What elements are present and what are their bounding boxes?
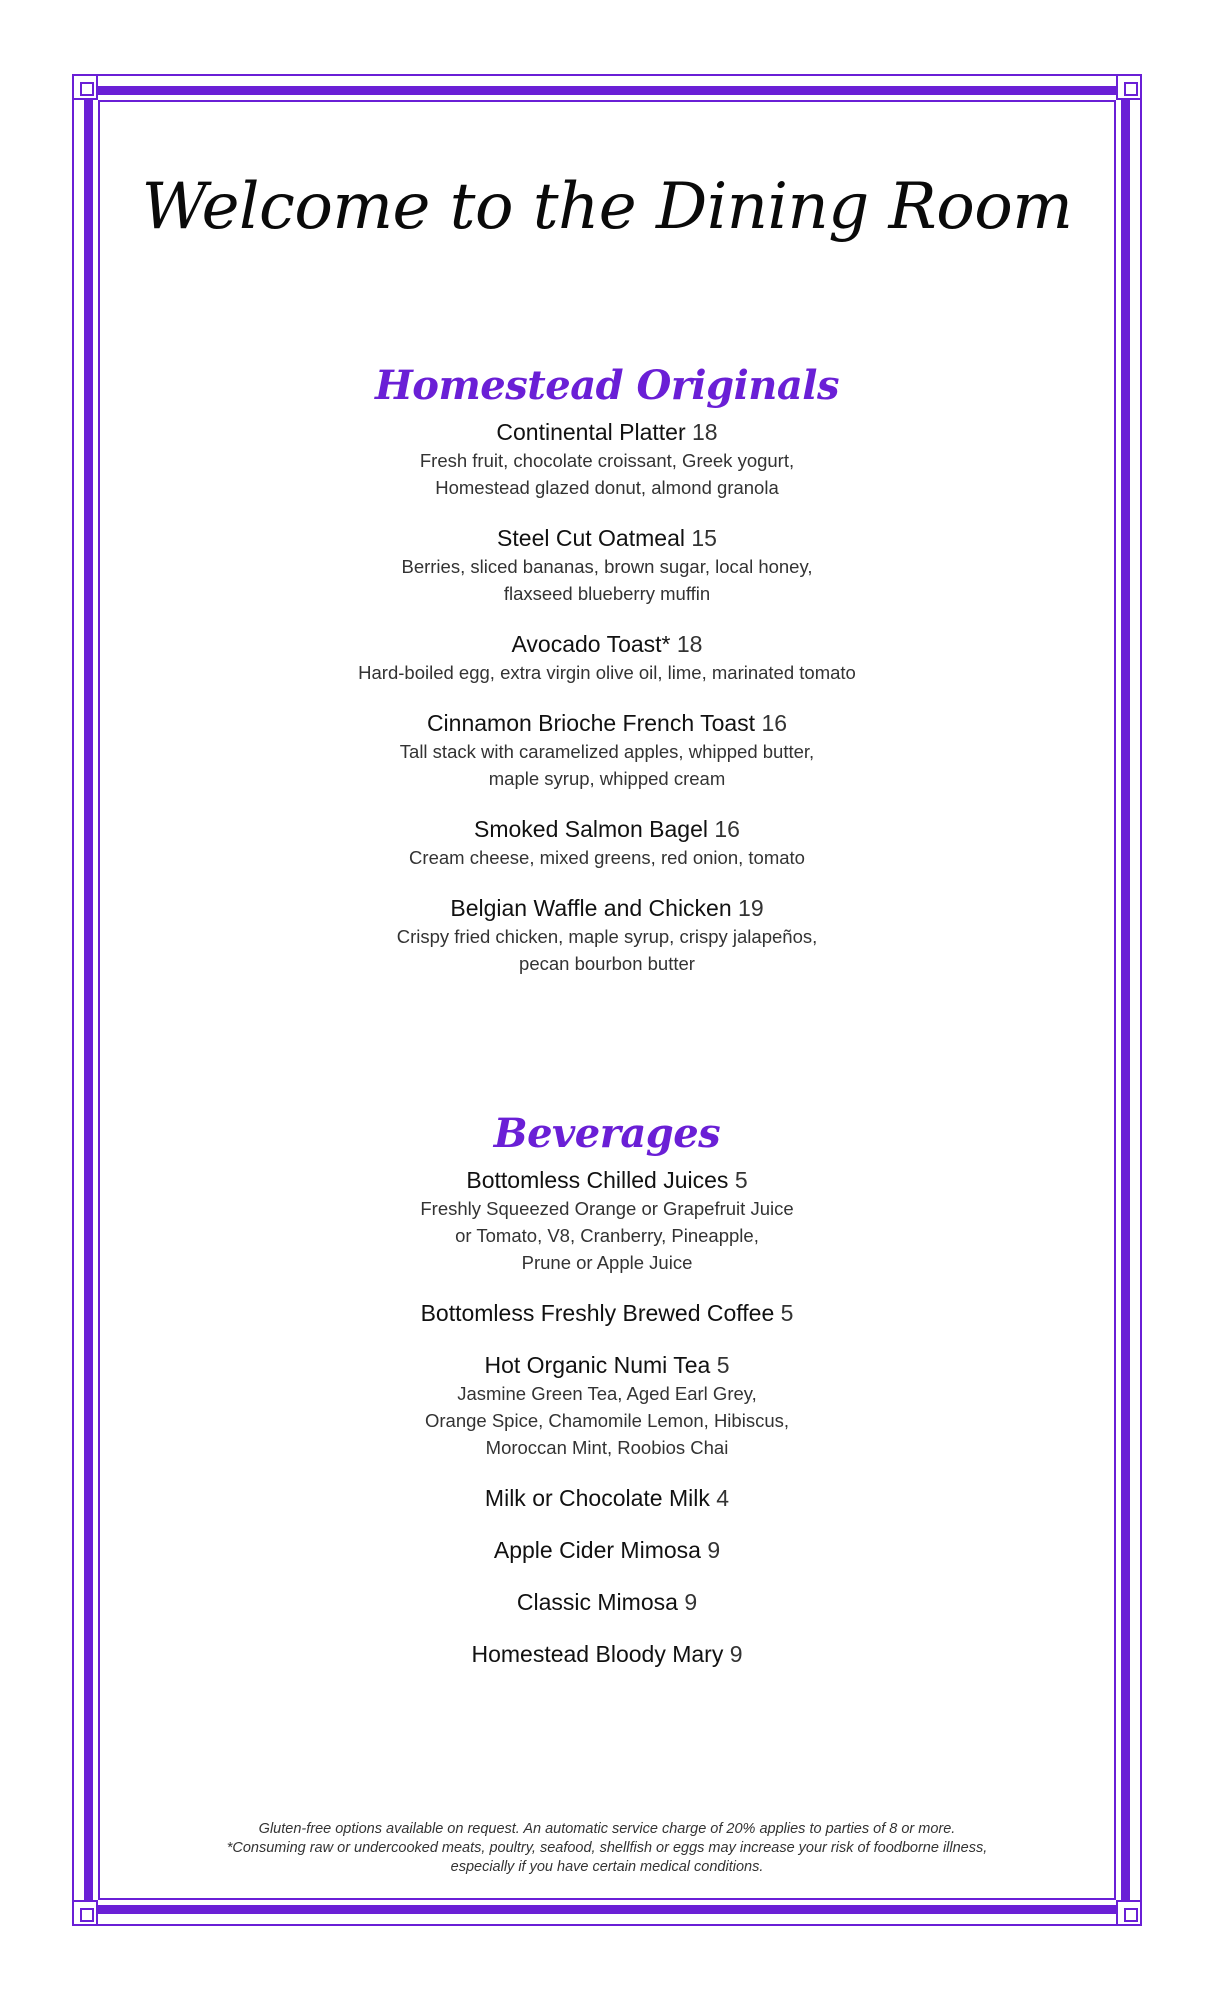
item-name: Bottomless Chilled Juices xyxy=(466,1167,729,1193)
item-price: 15 xyxy=(691,525,717,551)
footer-disclaimer: Gluten-free options available on request. An automatic service charge of 20% applies to parties of 8 or more. *Consuming raw or undercooked meats, poultry, seafood, shellfish or eggs may increase your risk of foodborne illness, especially if you have certain medical conditions. xyxy=(226,1821,988,1875)
menu-item xyxy=(120,629,1094,686)
item-price: 19 xyxy=(738,895,764,921)
section-homestead-originals xyxy=(120,362,1094,999)
menu-item xyxy=(120,1587,1094,1617)
item-name: Bottomless Freshly Brewed Coffee xyxy=(420,1300,775,1326)
item-price: 16 xyxy=(714,816,740,842)
page-title: Welcome to the Dining Room xyxy=(141,170,1073,244)
item-name: Apple Cider Mimosa xyxy=(493,1537,701,1563)
menu-item xyxy=(120,1639,1094,1669)
item-price: 16 xyxy=(761,710,788,736)
item-name: Belgian Waffle and Chicken xyxy=(450,895,732,921)
item-description: Crispy fried chicken, maple syrup, crispy jalapeños, pecan bourbon butter xyxy=(396,926,818,974)
item-price: 9 xyxy=(707,1537,721,1563)
item-name: Hot Organic Numi Tea xyxy=(484,1352,711,1378)
section-heading: Homestead Originals xyxy=(375,362,839,409)
menu-item xyxy=(120,523,1094,607)
item-price: 5 xyxy=(780,1300,794,1326)
item-description: Berries, sliced bananas, brown sugar, local honey, flaxseed blueberry muffin xyxy=(401,556,813,604)
menu-item xyxy=(120,893,1094,977)
item-name: Cinnamon Brioche French Toast xyxy=(426,710,756,736)
menu-item xyxy=(120,708,1094,792)
item-name: Continental Platter xyxy=(496,419,686,445)
menu-item xyxy=(120,1298,1094,1328)
corner-ornament-top-left xyxy=(72,74,98,100)
item-price: 9 xyxy=(684,1589,698,1615)
item-price: 5 xyxy=(734,1167,748,1193)
menu-item xyxy=(120,1483,1094,1513)
menu-item xyxy=(120,1350,1094,1461)
item-description: Hard-boiled egg, extra virgin olive oil, lime, marinated tomato xyxy=(358,662,856,683)
item-name: Smoked Salmon Bagel xyxy=(474,816,708,842)
item-price: 9 xyxy=(729,1641,743,1667)
section-heading: Beverages xyxy=(493,1110,721,1157)
item-price: 18 xyxy=(692,419,718,445)
corner-ornament-bottom-left xyxy=(72,1900,98,1926)
item-name: Steel Cut Oatmeal xyxy=(497,525,685,551)
menu-item xyxy=(120,814,1094,871)
item-price: 4 xyxy=(716,1485,730,1511)
item-description: Cream cheese, mixed greens, red onion, tomato xyxy=(409,847,805,868)
menu-item xyxy=(120,1535,1094,1565)
corner-ornament-top-right xyxy=(1116,74,1142,100)
item-description: Jasmine Green Tea, Aged Earl Grey, Orange Spice, Chamomile Lemon, Hibiscus, Moroccan Mint, Roobios Chai xyxy=(425,1383,789,1458)
corner-ornament-bottom-right xyxy=(1116,1900,1142,1926)
item-price: 18 xyxy=(676,631,703,657)
item-name: Milk or Chocolate Milk xyxy=(484,1485,710,1511)
item-name: Classic Mimosa xyxy=(516,1589,678,1615)
menu-item xyxy=(120,417,1094,501)
item-description: Freshly Squeezed Orange or Grapefruit Juice or Tomato, V8, Cranberry, Pineapple, Prune or Apple Juice xyxy=(420,1198,794,1273)
item-description: Tall stack with caramelized apples, whipped butter, maple syrup, whipped cream xyxy=(399,741,815,789)
item-description: Fresh fruit, chocolate croissant, Greek yogurt, Homestead glazed donut, almond granola xyxy=(419,450,795,498)
item-price: 5 xyxy=(716,1352,730,1378)
item-name: Avocado Toast* xyxy=(511,631,671,657)
section-beverages xyxy=(120,1110,1094,1691)
menu-item xyxy=(120,1165,1094,1276)
item-name: Homestead Bloody Mary xyxy=(471,1641,724,1667)
